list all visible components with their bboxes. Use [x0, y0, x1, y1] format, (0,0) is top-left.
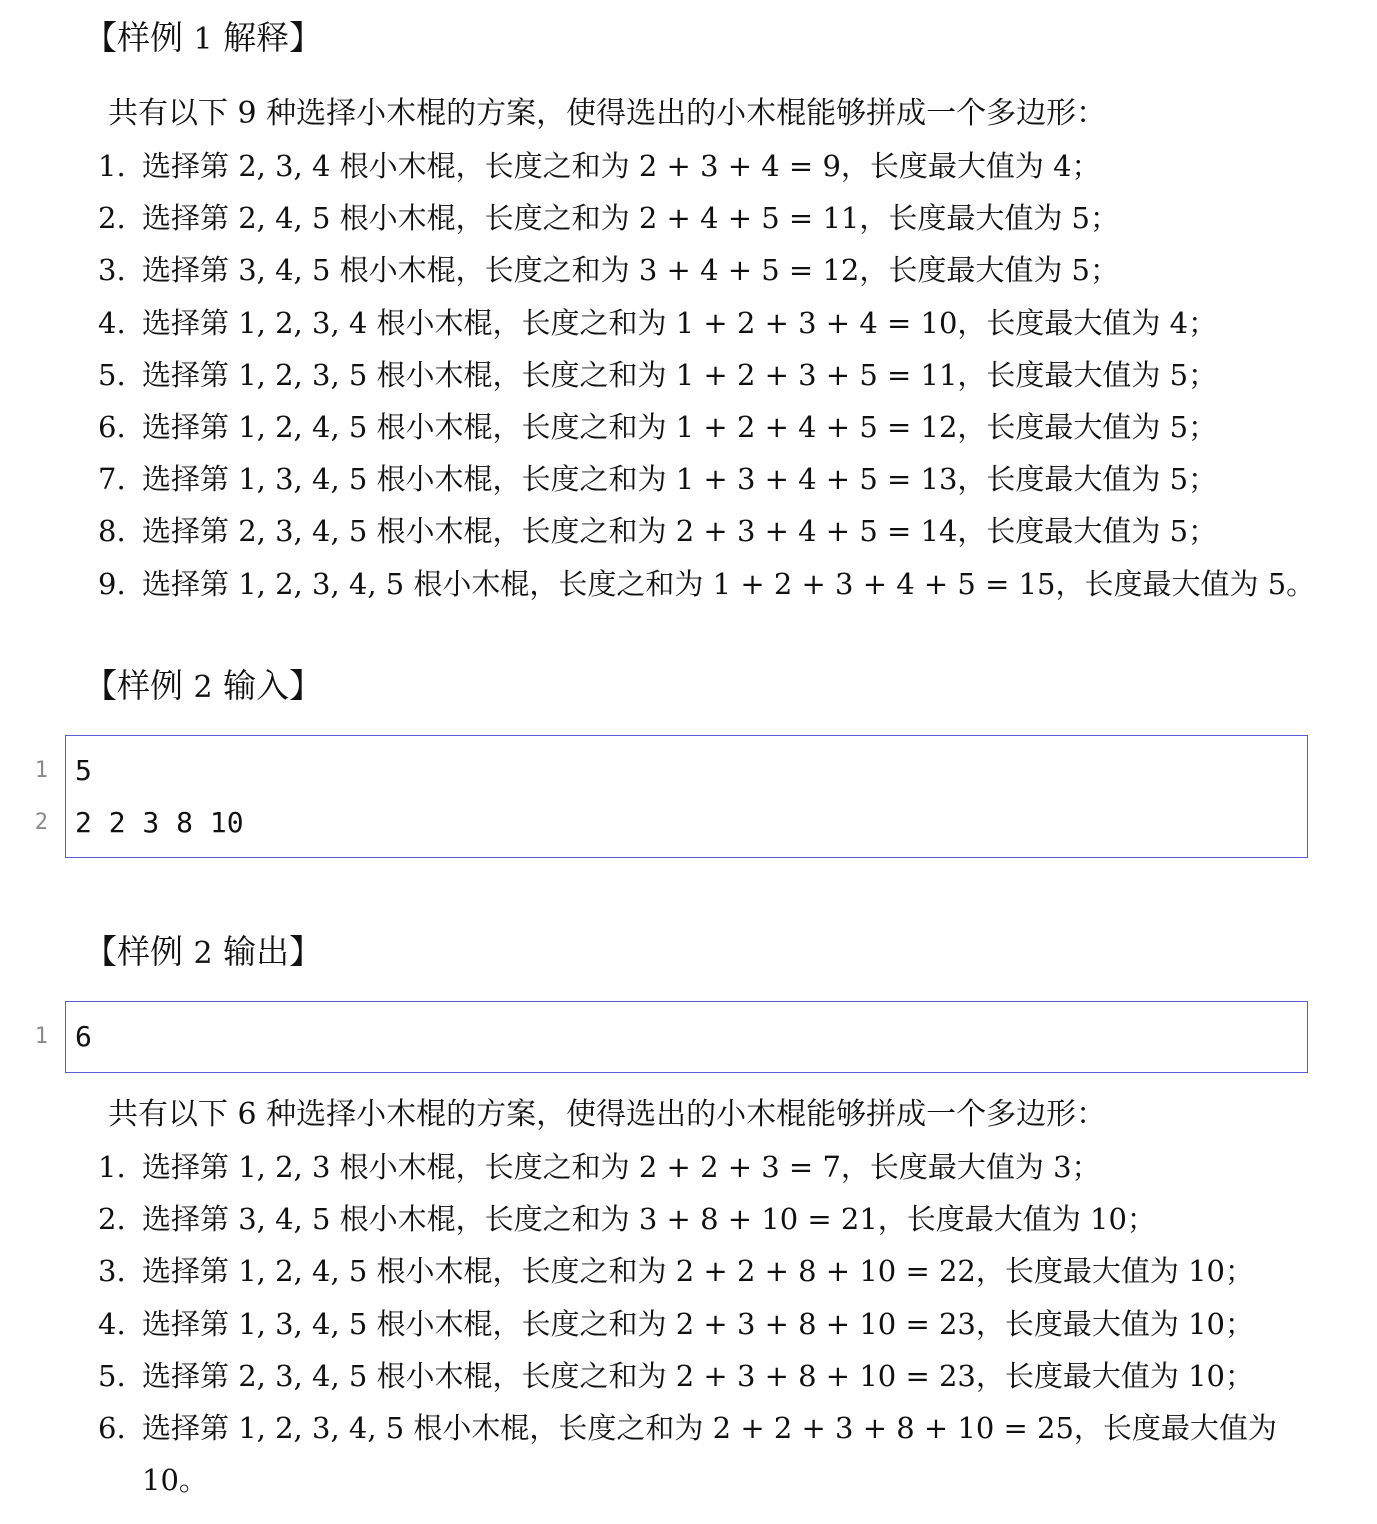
list-text: 选择第 2, 3, 4, 5 根小木棍，长度之和为 2 + 3 + 8 + 10 = 23，长度最大值为 10； [142, 1358, 1254, 1393]
sample2-output-codebox [0, 1001, 1377, 1073]
list-index: 4. [98, 1306, 126, 1341]
list-text: 选择第 1, 3, 4, 5 根小木棍，长度之和为 2 + 3 + 8 + 10 = 23，长度最大值为 10； [142, 1306, 1254, 1341]
list-text: 选择第 2, 3, 4 根小木棍，长度之和为 2 + 3 + 4 = 9，长度最大值为 4； [142, 149, 1101, 183]
sample2-intro: 共有以下 6 种选择小木棍的方案，使得选出的小木棍能够拼成一个多边形： [108, 1097, 1107, 1132]
sample1-explain-list [0, 140, 1377, 610]
heading-number: 2 [193, 936, 213, 971]
list-text: 选择第 1, 2, 3, 5 根小木棍，长度之和为 1 + 2 + 3 + 5 = 11，长度最大值为 5； [142, 357, 1218, 392]
list-item [0, 192, 1377, 244]
heading-open: 【样例 [84, 666, 183, 705]
list-item [0, 558, 1377, 610]
code-line [0, 745, 1377, 797]
sample1-explain-heading [84, 14, 322, 62]
code-text: 5 [75, 754, 92, 787]
line-number: 2 [34, 810, 48, 835]
code-text: 2 2 3 8 10 [75, 806, 244, 839]
code-text: 6 [75, 1020, 92, 1053]
heading-number: 1 [193, 22, 213, 57]
list-text: 选择第 3, 4, 5 根小木棍，长度之和为 3 + 4 + 5 = 12，长度最大值为 5； [142, 253, 1120, 288]
list-index: 3. [98, 253, 126, 288]
code-line [0, 797, 1377, 849]
list-text: 选择第 1, 2, 3, 4 根小木棍，长度之和为 1 + 2 + 3 + 4 = 10，长度最大值为 4； [142, 305, 1218, 340]
list-item [0, 1350, 1377, 1402]
list-text: 选择第 3, 4, 5 根小木棍，长度之和为 3 + 8 + 10 = 21，长度最大值为 10； [142, 1202, 1156, 1237]
list-item [0, 140, 1377, 192]
list-item [0, 453, 1377, 505]
list-index: 2. [98, 1202, 126, 1237]
sample2-explain-list [0, 1141, 1377, 1506]
list-index: 6. [98, 1410, 126, 1445]
list-index: 5. [98, 357, 126, 392]
list-text: 选择第 1, 3, 4, 5 根小木棍，长度之和为 1 + 3 + 4 + 5 = 13，长度最大值为 5； [142, 462, 1218, 497]
sample1-intro: 共有以下 9 种选择小木棍的方案，使得选出的小木棍能够拼成一个多边形： [108, 96, 1107, 131]
list-item [0, 1141, 1377, 1193]
list-item [0, 1245, 1377, 1297]
list-item [0, 401, 1377, 453]
heading-word: 解释】 [223, 18, 323, 57]
list-text: 选择第 1, 2, 3, 4, 5 根小木棍，长度之和为 2 + 2 + 3 + 8 + 10 = 25，长度最大值为 10。 [142, 1410, 1277, 1497]
list-index: 6. [98, 409, 126, 444]
list-index: 9. [98, 566, 126, 601]
list-index: 2. [98, 201, 126, 236]
heading-open: 【样例 [84, 932, 183, 971]
list-index: 1. [98, 1150, 126, 1184]
list-text: 选择第 1, 2, 3 根小木棍，长度之和为 2 + 2 + 3 = 7，长度最大值为 3； [142, 1150, 1101, 1184]
heading-number: 2 [193, 670, 213, 705]
list-index: 7. [98, 462, 126, 497]
list-index: 4. [98, 305, 126, 340]
list-text: 选择第 2, 4, 5 根小木棍，长度之和为 2 + 4 + 5 = 11，长度最大值为 5； [142, 201, 1120, 236]
sample2-input-heading [84, 662, 322, 710]
heading-open: 【样例 [84, 18, 183, 57]
list-item [0, 297, 1377, 349]
code-line [0, 1011, 1377, 1063]
heading-word: 输出】 [223, 932, 323, 971]
list-index: 3. [98, 1254, 126, 1289]
list-index: 5. [98, 1358, 126, 1393]
list-item [0, 1298, 1377, 1350]
heading-word: 输入】 [223, 666, 323, 705]
list-index: 1. [98, 149, 126, 183]
line-number: 1 [34, 1024, 48, 1049]
sample2-output-heading [84, 928, 322, 976]
line-number: 1 [34, 758, 48, 783]
list-item [0, 505, 1377, 557]
list-text: 选择第 1, 2, 3, 4, 5 根小木棍，长度之和为 1 + 2 + 3 + 4 + 5 = 15，长度最大值为 5。 [142, 566, 1316, 601]
list-item [0, 1402, 1377, 1506]
list-text: 选择第 1, 2, 4, 5 根小木棍，长度之和为 1 + 2 + 4 + 5 = 12，长度最大值为 5； [142, 409, 1218, 444]
list-text: 选择第 1, 2, 4, 5 根小木棍，长度之和为 2 + 2 + 8 + 10 = 22，长度最大值为 10； [142, 1254, 1254, 1289]
sample2-input-codebox [0, 735, 1377, 858]
list-item [0, 349, 1377, 401]
list-item [0, 244, 1377, 296]
list-item [0, 1193, 1377, 1245]
list-text: 选择第 2, 3, 4, 5 根小木棍，长度之和为 2 + 3 + 4 + 5 = 14，长度最大值为 5； [142, 514, 1218, 549]
list-index: 8. [98, 514, 126, 549]
